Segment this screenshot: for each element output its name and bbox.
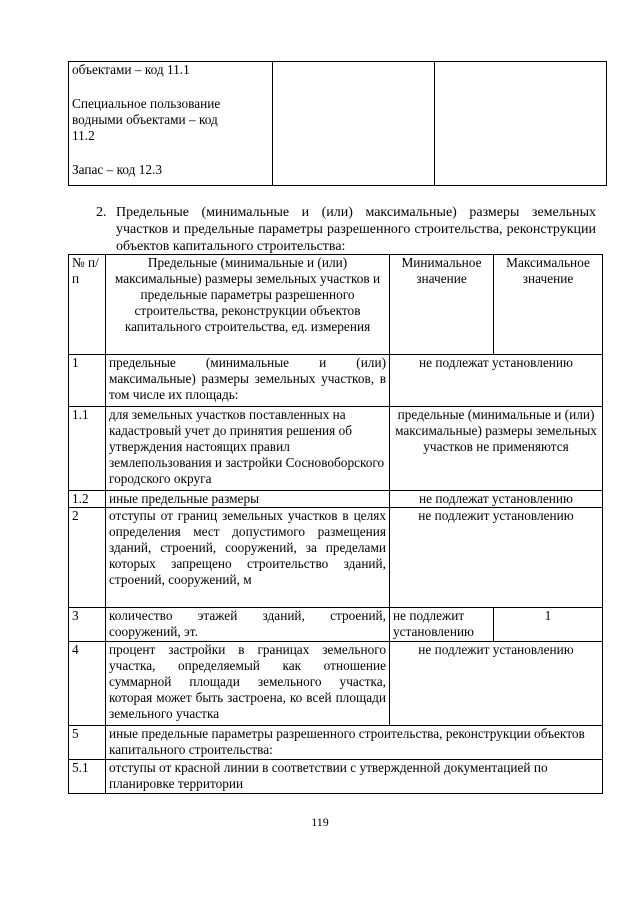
row-param: процент застройки в границах земельного участка, определяемый как отношение суммарной площади земельного участка, которая может быть застроена, ко всей площади земельного участка [106,642,390,726]
row-num: 5 [69,726,106,760]
cell-line: водными объектами – код [72,112,218,127]
row-param: для земельных участков поставленных на кадастровый учет до принятия решения об утверждения настоящих правил землепользования и застройки Сосновоборского городского округа [106,407,390,491]
section-heading [96,204,596,255]
row-value: не подлежат установлению [390,355,603,407]
table-row [69,491,603,508]
header-param: Предельные (минимальные и (или) максимальные) размеры земельных участков и предельные параметры разрешенного строительства, реконструкции объектов капитального строительства, ед. измерения [106,255,390,355]
table-row [69,62,607,186]
row-num: 2 [69,508,106,608]
page-number: 119 [311,815,329,829]
row-value: не подлежит установлению [390,642,603,726]
table-row [69,407,603,491]
continuation-table [68,61,607,186]
row-num: 1 [69,355,106,407]
table-row [69,508,603,608]
header-max: Максимальное значение [494,255,603,355]
row-num: 1.2 [69,491,106,508]
table-cell-empty [435,62,607,186]
row-num: 1.1 [69,407,106,491]
table-row [69,726,603,760]
row-value: не подлежит установлению [390,508,603,608]
row-num: 3 [69,608,106,642]
row-num: 5.1 [69,760,106,794]
parameters-table [68,254,603,794]
cell-line: объектами – код 11.1 [72,62,190,77]
table-cell [69,62,273,186]
header-min: Минимальное значение [390,255,494,355]
row-min: не подлежит установлению [390,608,494,642]
table-row [69,608,603,642]
row-param: количество этажей зданий, строений, сооружений, эт. [106,608,390,642]
row-value: предельные (минимальные и (или) максимальные) размеры земельных участков не применяются [390,407,603,491]
cell-line: 11.2 [72,128,95,143]
table-cell-empty [273,62,435,186]
table-header-row [69,255,603,355]
row-max: 1 [494,608,603,642]
row-value: не подлежат установлению [390,491,603,508]
row-param: отступы от красной линии в соответствии с утвержденной документацией по планировке территории [106,760,603,794]
row-param: иные предельные параметры разрешенного строительства, реконструкции объектов капитального строительства: [106,726,603,760]
row-param: отступы от границ земельных участков в целях определения мест допустимого размещения зданий, строений, сооружений, за пределами которых запрещено строительство зданий, строений, сооружений, м [106,508,390,608]
cell-line: Запас – код 12.3 [72,162,163,177]
section-heading-text: Предельные (минимальные и (или) максимальные) размеры земельных участков и предельные параметры разрешенного строительства, реконструкции объектов капитального строительства: [116,205,596,254]
cell-line: Специальное пользование [72,96,221,111]
table-row [69,642,603,726]
section-number: 2. [96,205,107,220]
header-num: № п/п [69,255,106,355]
table-row [69,760,603,794]
row-param: предельные (минимальные и (или) максимальные) размеры земельных участков, в том числе их площадь: [106,355,390,407]
row-num: 4 [69,642,106,726]
table-row [69,355,603,407]
row-param: иные предельные размеры [106,491,390,508]
